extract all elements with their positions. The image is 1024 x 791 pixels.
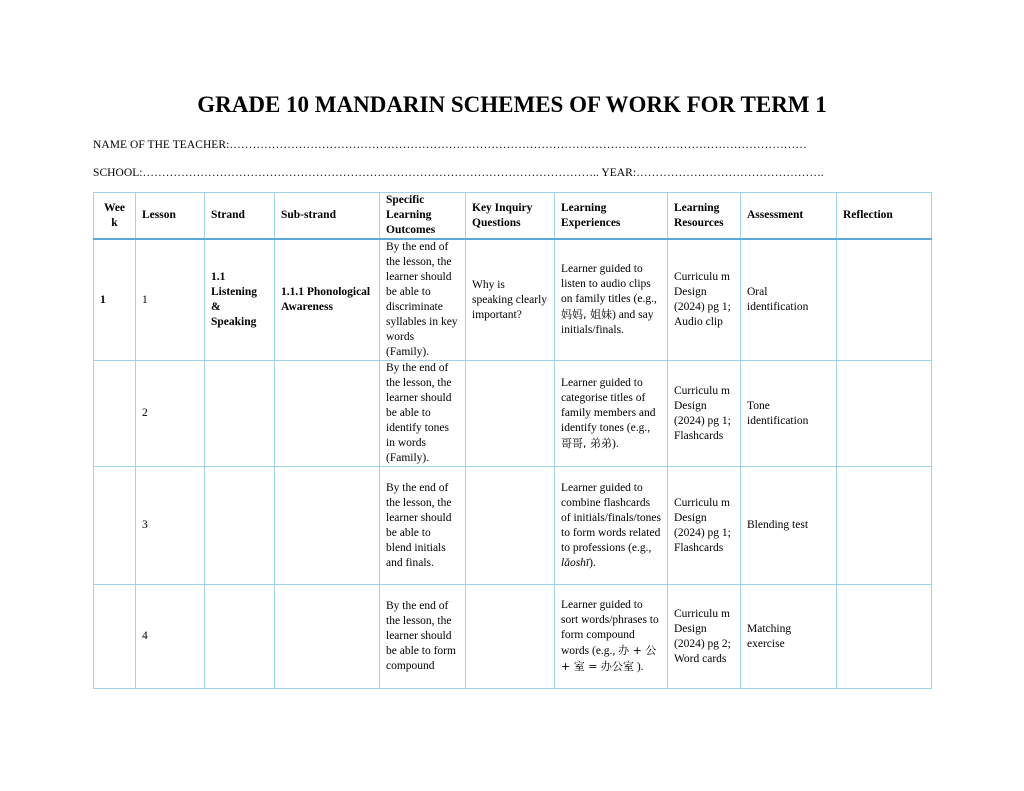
cell-assessment: Oral identification xyxy=(741,239,837,361)
experience-text: Learner guided to categorise titles of family members and identify tones (e.g., xyxy=(561,376,656,434)
cell-week xyxy=(94,585,136,689)
cell-strand: 1.1 Listening & Speaking xyxy=(205,239,275,361)
header-resources: Learning Resources xyxy=(668,193,741,240)
cell-resources: Curriculu m Design (2024) pg 1; Flashcards xyxy=(668,361,741,467)
cell-strand xyxy=(205,361,275,467)
chinese-example: 办 + 公 + 室 = 办公室 xyxy=(561,644,657,673)
cell-substrand: 1.1.1 Phonological Awareness xyxy=(275,239,380,361)
cell-lesson: 1 xyxy=(136,239,205,361)
cell-week xyxy=(94,467,136,585)
experience-text: Learner guided to listen to audio clips on family titles (e.g., xyxy=(561,263,657,305)
experience-text: Learner guided to combine flashcards of initials/finals/tones to form words related to professions (e.g., xyxy=(561,481,661,554)
cell-kiq xyxy=(466,585,555,689)
experience-text-end: ). xyxy=(633,661,644,673)
header-row xyxy=(94,193,932,240)
cell-kiq xyxy=(466,361,555,467)
table-row xyxy=(94,239,932,361)
cell-substrand xyxy=(275,361,380,467)
schemes-of-work-table xyxy=(93,192,932,689)
experience-text-end: ). xyxy=(589,556,596,569)
cell-experiences xyxy=(555,361,668,467)
table-row xyxy=(94,467,932,585)
header-slo: Specific Learning Outcomes xyxy=(380,193,466,240)
header-week: Wee k xyxy=(94,193,136,240)
cell-slo: By the end of the lesson, the learner should be able to discriminate syllables in key words (Family). xyxy=(380,239,466,361)
header-strand: Strand xyxy=(205,193,275,240)
cell-lesson: 4 xyxy=(136,585,205,689)
cell-substrand xyxy=(275,467,380,585)
cell-resources: Curriculu m Design (2024) pg 1; Audio clip xyxy=(668,239,741,361)
cell-experiences xyxy=(555,239,668,361)
cell-assessment: Blending test xyxy=(741,467,837,585)
cell-substrand xyxy=(275,585,380,689)
pinyin-example: lǎoshī xyxy=(561,556,590,569)
cell-kiq xyxy=(466,467,555,585)
table-row xyxy=(94,585,932,689)
header-assessment: Assessment xyxy=(741,193,837,240)
cell-lesson: 3 xyxy=(136,467,205,585)
cell-reflection xyxy=(837,239,932,361)
cell-assessment: Matching exercise xyxy=(741,585,837,689)
cell-reflection xyxy=(837,361,932,467)
cell-slo: By the end of the lesson, the learner should be able to form compound xyxy=(380,585,466,689)
cell-slo: By the end of the lesson, the learner should be able to identify tones in words (Family). xyxy=(380,361,466,467)
cell-resources: Curriculu m Design (2024) pg 1; Flashcards xyxy=(668,467,741,585)
cell-strand xyxy=(205,467,275,585)
cell-reflection xyxy=(837,585,932,689)
chinese-example: 妈妈, 姐妹 xyxy=(561,308,612,321)
cell-reflection xyxy=(837,467,932,585)
header-lesson: Lesson xyxy=(136,193,205,240)
cell-lesson: 2 xyxy=(136,361,205,467)
cell-assessment: Tone identification xyxy=(741,361,837,467)
header-reflection: Reflection xyxy=(837,193,932,240)
cell-experiences xyxy=(555,467,668,585)
header-experiences: Learning Experiences xyxy=(555,193,668,240)
cell-slo: By the end of the lesson, the learner should be able to blend initials and finals. xyxy=(380,467,466,585)
cell-week: 1 xyxy=(94,239,136,361)
cell-strand xyxy=(205,585,275,689)
experience-text-end: ). xyxy=(612,437,619,450)
cell-resources: Curriculu m Design (2024) pg 2; Word cards xyxy=(668,585,741,689)
experience-text: Learner guided to sort words/phrases to form compound words (e.g., xyxy=(561,599,659,657)
cell-kiq: Why is speaking clearly important? xyxy=(466,239,555,361)
cell-week xyxy=(94,361,136,467)
experience-text-end: ) and say initials/finals. xyxy=(561,309,654,336)
table-row xyxy=(94,361,932,467)
teacher-name-line: NAME OF THE TEACHER:…………………………………………………………………………………………………………………………………… xyxy=(93,139,807,151)
header-substrand: Sub-strand xyxy=(275,193,380,240)
cell-experiences xyxy=(555,585,668,689)
chinese-example: 哥哥, 弟弟 xyxy=(561,436,612,450)
header-kiq: Key Inquiry Questions xyxy=(466,193,555,240)
school-year-line: SCHOOL:……………………………………………………………………………………………………….. YEAR:…………………………………………. xyxy=(93,167,824,179)
document-title: GRADE 10 MANDARIN SCHEMES OF WORK FOR TERM 1 xyxy=(197,92,827,117)
